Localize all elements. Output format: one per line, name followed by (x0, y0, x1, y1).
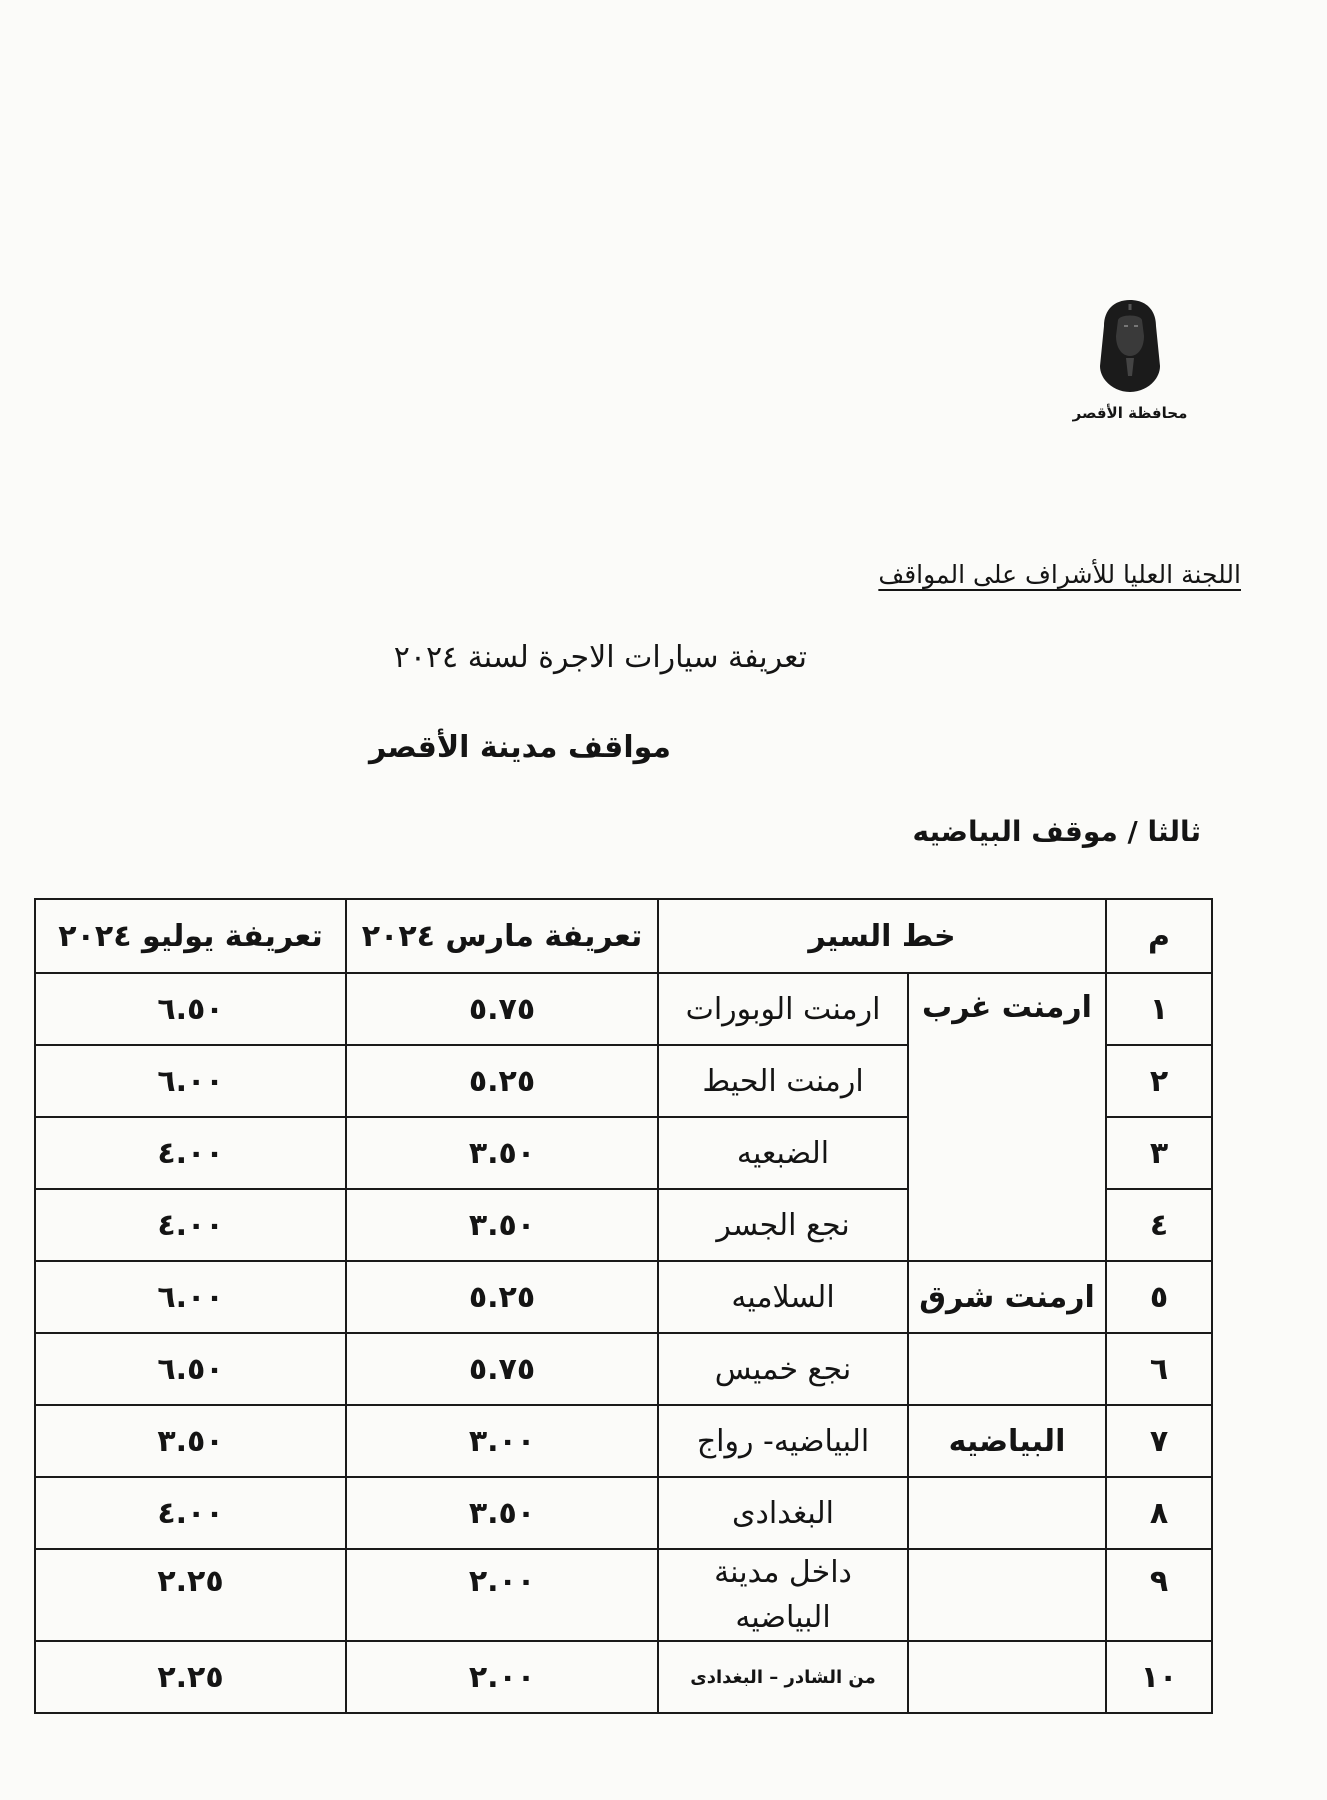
march-price: ٣.٥٠ (346, 1189, 658, 1261)
route-destination: الضبعيه (658, 1117, 908, 1189)
row-num: ٦ (1106, 1333, 1212, 1405)
march-price: ٥.٢٥ (346, 1261, 658, 1333)
route-line (908, 1333, 1106, 1405)
march-price: ٣.٥٠ (346, 1477, 658, 1549)
governorate-logo (1050, 296, 1210, 436)
route-destination: البغدادى (658, 1477, 908, 1549)
route-line (908, 1549, 1106, 1641)
route-destination: البياضيه- رواج (658, 1405, 908, 1477)
route-line: البياضيه (908, 1405, 1106, 1477)
route-destination: من الشادر – البغدادى (658, 1641, 908, 1713)
header-july: تعريفة يوليو ٢٠٢٤ (35, 899, 346, 973)
july-price: ٤.٠٠ (35, 1189, 346, 1261)
table-row (35, 1261, 1212, 1333)
row-num: ٥ (1106, 1261, 1212, 1333)
committee-heading: اللجنة العليا للأشراف على المواقف (878, 560, 1241, 589)
march-price: ٥.٧٥ (346, 1333, 658, 1405)
route-destination: السلاميه (658, 1261, 908, 1333)
row-num: ٩ (1106, 1549, 1212, 1641)
governorate-name: محافظة الأقصر (1072, 404, 1188, 422)
july-price: ٤.٠٠ (35, 1477, 346, 1549)
table-row (35, 1405, 1212, 1477)
route-line (908, 1641, 1106, 1713)
july-price: ٣.٥٠ (35, 1405, 346, 1477)
july-price: ٢.٢٥ (35, 1549, 346, 1641)
document-subtitle: مواقف مدينة الأقصر (368, 730, 671, 765)
table-row (35, 1477, 1212, 1549)
row-num: ٨ (1106, 1477, 1212, 1549)
tariff-table (34, 898, 1213, 1714)
july-price: ٤.٠٠ (35, 1117, 346, 1189)
route-destination: ارمنت الوبورات (658, 973, 908, 1045)
march-price: ٥.٢٥ (346, 1045, 658, 1117)
july-price: ٢.٢٥ (35, 1641, 346, 1713)
document-title: تعريفة سيارات الاجرة لسنة ٢٠٢٤ (393, 640, 807, 675)
table-row (35, 1641, 1212, 1713)
route-line: ارمنت شرق (908, 1261, 1106, 1333)
july-price: ٦.٥٠ (35, 1333, 346, 1405)
section-heading: ثالثا / موقف البياضيه (912, 815, 1201, 848)
row-num: ٧ (1106, 1405, 1212, 1477)
header-route: خط السير (658, 899, 1106, 973)
july-price: ٦.٠٠ (35, 1261, 346, 1333)
route-destination: نجع خميس (658, 1333, 908, 1405)
route-line: ارمنت غرب (908, 973, 1106, 1261)
table-row (35, 1549, 1212, 1641)
march-price: ٣.٠٠ (346, 1405, 658, 1477)
row-num: ٢ (1106, 1045, 1212, 1117)
march-price: ٢.٠٠ (346, 1549, 658, 1641)
table-row (35, 1333, 1212, 1405)
march-price: ٥.٧٥ (346, 973, 658, 1045)
table-row (35, 973, 1212, 1045)
row-num: ١ (1106, 973, 1212, 1045)
row-num: ٤ (1106, 1189, 1212, 1261)
july-price: ٦.٠٠ (35, 1045, 346, 1117)
header-march: تعريفة مارس ٢٠٢٤ (346, 899, 658, 973)
march-price: ٢.٠٠ (346, 1641, 658, 1713)
pharaoh-mask-icon (1090, 296, 1170, 396)
row-num: ١٠ (1106, 1641, 1212, 1713)
route-destination: نجع الجسر (658, 1189, 908, 1261)
row-num: ٣ (1106, 1117, 1212, 1189)
route-destination: ارمنت الحيط (658, 1045, 908, 1117)
route-line (908, 1477, 1106, 1549)
table-header-row (35, 899, 1212, 973)
route-destination: داخل مدينة البياضيه (658, 1549, 908, 1641)
march-price: ٣.٥٠ (346, 1117, 658, 1189)
july-price: ٦.٥٠ (35, 973, 346, 1045)
header-num: م (1106, 899, 1212, 973)
